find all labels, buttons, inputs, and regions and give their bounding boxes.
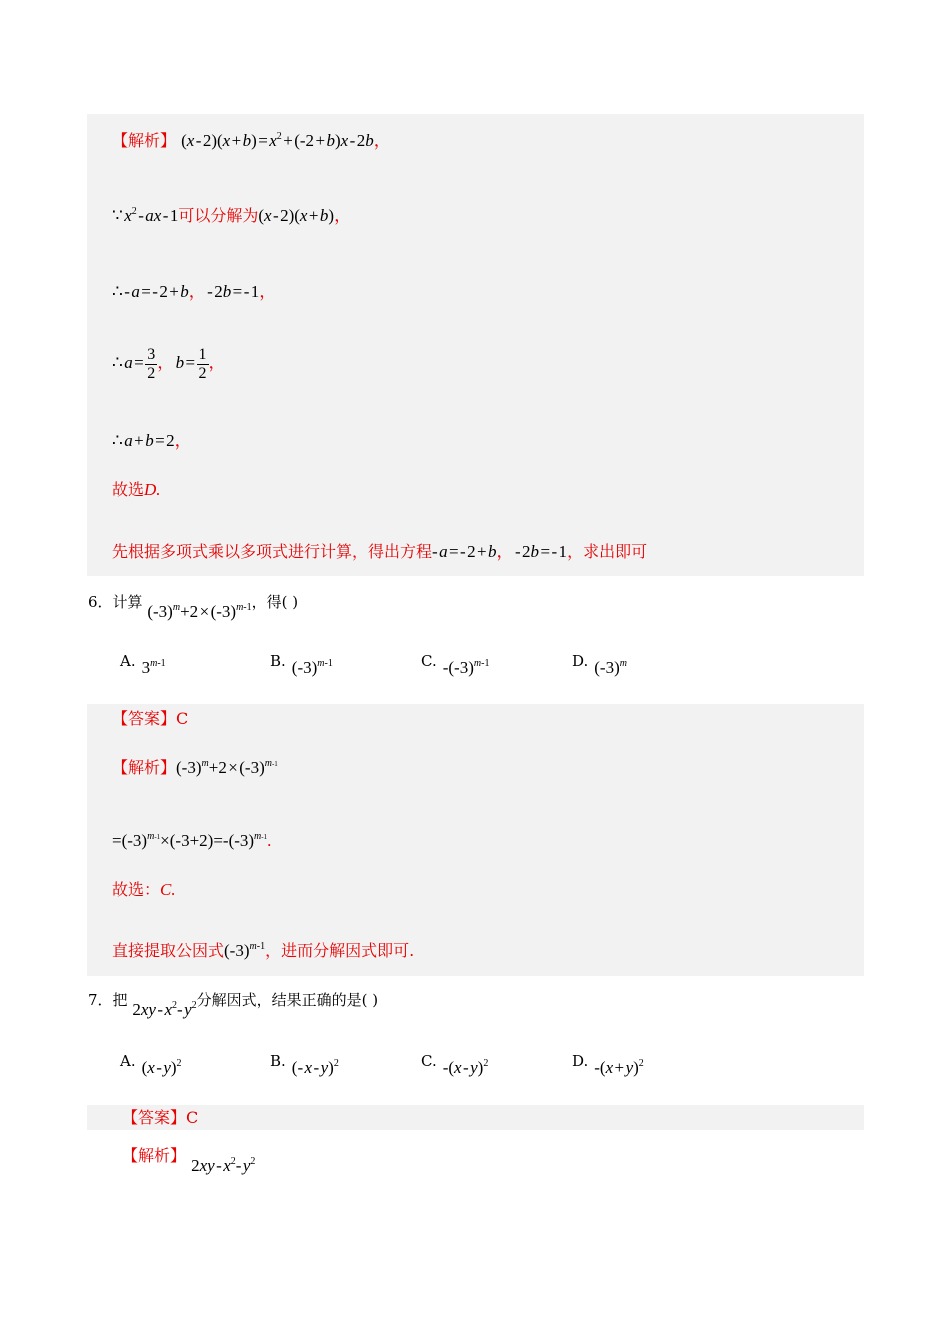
answer-value: C <box>176 709 189 728</box>
answer-box-q7 <box>87 1105 864 1130</box>
answer-label: 【答案】 <box>112 709 177 728</box>
q6-suffix: ，得( ) <box>251 593 299 611</box>
q7-stem <box>88 989 379 1019</box>
hint-math: - a = - 2 + b， - 2b = - 1 <box>432 542 568 561</box>
q6-option-d[interactable]: D. $(-3)^m$ <box>572 652 627 677</box>
hint-text: 先根据多项式乘以多项式进行计算，得出方程 <box>112 542 433 561</box>
q6-option-a[interactable]: A. 3$^{m-1}$ <box>120 652 166 677</box>
q7-option-a-value: (x - y)$^2$ <box>141 1058 182 1077</box>
question-number: 6． <box>88 593 113 611</box>
analysis-label: 【解析】 <box>112 758 177 777</box>
q7-prefix: 把 <box>112 991 128 1009</box>
q7-suffix: 分解因式，结果正确的是( ) <box>196 991 379 1009</box>
q6-option-c-value: $-(-3)^{m-1}$ <box>442 658 490 677</box>
q7-option-a[interactable]: A. (x - y)$^2$ <box>120 1052 182 1077</box>
q7-option-d-value: -(x + y)$^2$ <box>594 1058 644 1077</box>
q7-option-c[interactable]: C. -(x - y)$^2$ <box>421 1052 489 1077</box>
hint-math: $(-3)^{m-1}$ <box>224 941 266 960</box>
q6-option-b[interactable]: B. $(-3)^{m-1}$ <box>270 652 333 677</box>
analysis-label: 【解析】 <box>122 1146 187 1165</box>
fraction-3-2: $\frac{3}{2}$ <box>147 345 156 382</box>
q6-option-c[interactable]: C. $-(-3)^{m-1}$ <box>421 652 490 677</box>
choice-letter: C. <box>160 880 176 899</box>
q6-answer <box>112 708 188 730</box>
q6-choice <box>112 879 176 901</box>
q6-analysis-line2 <box>112 830 271 852</box>
hint-text: 直接提取公因式 <box>112 941 225 960</box>
q5-given-poly: ∵ $x^2$ - ax - 1 <box>112 206 179 225</box>
q6-option-b-value: $(-3)^{m-1}$ <box>291 658 333 677</box>
answer-label: 【答案】 <box>122 1108 187 1127</box>
q5-factor-form: (x - 2)(x + b)， <box>258 206 352 225</box>
q7-option-c-value: -(x - y)$^2$ <box>442 1058 489 1077</box>
q5-analysis-line1 <box>112 130 391 152</box>
choice-letter: D. <box>144 480 161 499</box>
q6-hint <box>112 940 414 962</box>
q5-expansion: (x - 2)(x + b) = $x^2$ + (-2 + b)x - 2b， <box>181 131 391 150</box>
q5-analysis-line4 <box>112 343 226 383</box>
q7-option-d[interactable]: D. -(x + y)$^2$ <box>572 1052 644 1077</box>
choice-text: 故选 <box>112 480 145 499</box>
q5-analysis-line3 <box>112 281 276 303</box>
q6-option-d-value: $(-3)^m$ <box>594 658 627 677</box>
q7-option-b-value: (- x - y)$^2$ <box>291 1058 339 1077</box>
q5-can-factor-text: 可以分解为 <box>178 206 259 225</box>
fraction-1-2: $\frac{1}{2}$ <box>198 345 207 382</box>
q5-analysis-line2 <box>112 205 351 227</box>
answer-value: C <box>186 1108 199 1127</box>
q6-analysis-line1 <box>112 757 278 779</box>
q5-solution: ∴ a = $\frac{3}{2}$ ， b = $\frac{1}{2}$ ， <box>112 345 226 382</box>
q5-hint <box>112 541 647 563</box>
question-number: 7． <box>88 991 113 1009</box>
q7-analysis-line1 <box>122 1145 256 1175</box>
q7-expression: 2xy - $x^2-$ $y^2$ <box>132 1000 197 1019</box>
q6-prefix: 计算 <box>112 593 143 611</box>
q7-analysis-expr: 2xy - $x^2-$ $y^2$ <box>191 1156 256 1175</box>
q7-answer <box>122 1107 198 1129</box>
choice-text: 故选： <box>112 880 161 899</box>
q5-equations: ∴ - a = - 2 + b， - 2b = - 1， <box>112 282 277 301</box>
q6-analysis-result: $=(-3)^{m-1}\times(-3+2)=-(-3)^{m-1}$. <box>112 831 272 850</box>
q6-analysis-expr: $(-3)^m+2$ × $(-3)^{m-1}$ <box>176 758 278 777</box>
q5-sum: ∴ a + b = 2， <box>112 431 192 450</box>
q5-choice <box>112 479 161 501</box>
q5-analysis-line5 <box>112 430 192 452</box>
q6-stem <box>88 591 299 621</box>
q7-option-b[interactable]: B. (- x - y)$^2$ <box>270 1052 339 1077</box>
analysis-label: 【解析】 <box>112 131 177 150</box>
hint-end: ，进而分解因式即可. <box>265 941 415 960</box>
q6-expression: $(-3)^m+2$ × $(-3)^{m-1}$ <box>147 602 252 621</box>
q6-option-a-value: 3$^{m-1}$ <box>141 658 166 677</box>
hint-end: ，求出即可 <box>567 542 648 561</box>
